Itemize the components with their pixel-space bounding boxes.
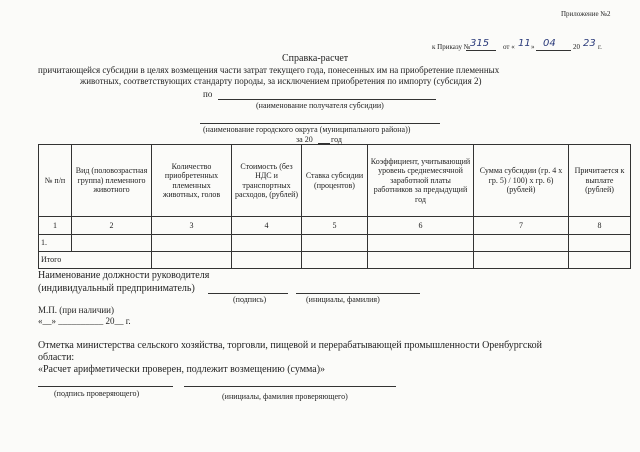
table-cell xyxy=(302,235,368,252)
checker-initials-line xyxy=(184,386,396,387)
table-cell xyxy=(152,235,232,252)
column-header-type: Вид (половозрастная группа) племенного животного xyxy=(72,145,152,217)
column-number-8: 8 xyxy=(569,217,631,235)
table-cell xyxy=(368,235,474,252)
checker-signature-caption: (подпись проверяющего) xyxy=(54,389,140,398)
initials-line xyxy=(296,293,420,294)
order-day: 11 xyxy=(518,38,531,49)
column-header-payable: Причитается к выплате (рублей) xyxy=(569,145,631,217)
checker-signature-line xyxy=(38,386,173,387)
total-label: Итого xyxy=(39,252,152,269)
initials-caption: (инициалы, фамилия) xyxy=(306,295,380,304)
column-number-3: 3 xyxy=(152,217,232,235)
order-number-line xyxy=(466,50,496,51)
table-cell xyxy=(368,252,474,269)
row-1-label: 1. xyxy=(39,235,72,252)
subsidy-table xyxy=(38,144,631,269)
order-number: 315 xyxy=(470,38,490,49)
verification-text: «Расчет арифметически проверен, подлежит возмещению (сумма)» xyxy=(38,364,326,375)
ministry-mark-line1: Отметка министерства сельского хозяйства, торговли, пищевой и перерабатывающей промышленности Оренбургской xyxy=(38,340,543,351)
order-year: 23 xyxy=(583,38,596,49)
signature-date: «__» __________ 20__ г. xyxy=(38,316,131,326)
document-subtitle-line2: животных, соответствующих стандарту породы, за исключением приобретения по импорту (субсидия 2) xyxy=(80,76,482,86)
column-number-6: 6 xyxy=(368,217,474,235)
document-subtitle-line1: причитающейся субсидии в целях возмещения части затрат текущего года, понесенных им на приобретение племенных xyxy=(38,65,500,75)
column-header-coefficient: Коэффициент, учитывающий уровень среднемесячной заработной платы работников за предыдущий год xyxy=(368,145,474,217)
head-title-line1: Наименование должности руководителя xyxy=(38,270,210,281)
column-header-number: № п/п xyxy=(39,145,72,217)
district-caption: (наименование городского округа (муниципального района)) xyxy=(203,125,411,134)
order-quote-close: » xyxy=(531,43,535,51)
report-year-suffix: год xyxy=(331,135,342,144)
table-cell xyxy=(474,252,569,269)
table-header-row xyxy=(39,145,631,217)
checker-initials-caption: (инициалы, фамилия проверяющего) xyxy=(222,392,348,401)
recipient-caption: (наименование получателя субсидии) xyxy=(256,101,384,110)
column-header-subsidy-sum: Сумма субсидии (гр. 4 х гр. 5) / 100) х гр. 6) (рублей) xyxy=(474,145,569,217)
table-cell xyxy=(302,252,368,269)
column-number-7: 7 xyxy=(474,217,569,235)
order-prefix: к Приказу № xyxy=(432,43,471,51)
column-header-quantity: Количество приобретенных племенных животных, голов xyxy=(152,145,232,217)
table-cell xyxy=(232,252,302,269)
signature-caption: (подпись) xyxy=(233,295,267,304)
column-header-rate: Ставка субсидии (процентов) xyxy=(302,145,368,217)
table-cell xyxy=(474,235,569,252)
order-month: 04 xyxy=(543,38,556,49)
column-number-1: 1 xyxy=(39,217,72,235)
head-title-line2: (индивидуальный предприниматель) xyxy=(38,283,195,294)
po-label: по xyxy=(203,89,213,99)
document-title: Справка-расчет xyxy=(282,53,349,64)
table-total-row xyxy=(39,252,631,269)
column-number-5: 5 xyxy=(302,217,368,235)
table-cell xyxy=(232,235,302,252)
district-line xyxy=(200,123,440,124)
ministry-mark-line2: области: xyxy=(38,352,75,363)
table-row xyxy=(39,235,631,252)
table-cell xyxy=(569,252,631,269)
recipient-line xyxy=(218,99,436,100)
order-month-line xyxy=(536,50,571,51)
column-number-4: 4 xyxy=(232,217,302,235)
order-year-end: г. xyxy=(598,43,602,51)
stamp-label: М.П. (при наличии) xyxy=(38,305,114,315)
column-header-cost: Стоимость (без НДС и транспортных расходов, (рублей) xyxy=(232,145,302,217)
table-cell xyxy=(152,252,232,269)
table-cell xyxy=(569,235,631,252)
report-year-prefix: за 20 xyxy=(296,135,313,144)
signature-line xyxy=(208,293,288,294)
order-from: от « xyxy=(503,43,515,51)
column-number-2: 2 xyxy=(72,217,152,235)
appendix-title: Приложение №2 xyxy=(561,10,611,18)
table-number-row xyxy=(39,217,631,235)
table-cell xyxy=(72,235,152,252)
order-year-prefix: 20 xyxy=(573,43,580,51)
